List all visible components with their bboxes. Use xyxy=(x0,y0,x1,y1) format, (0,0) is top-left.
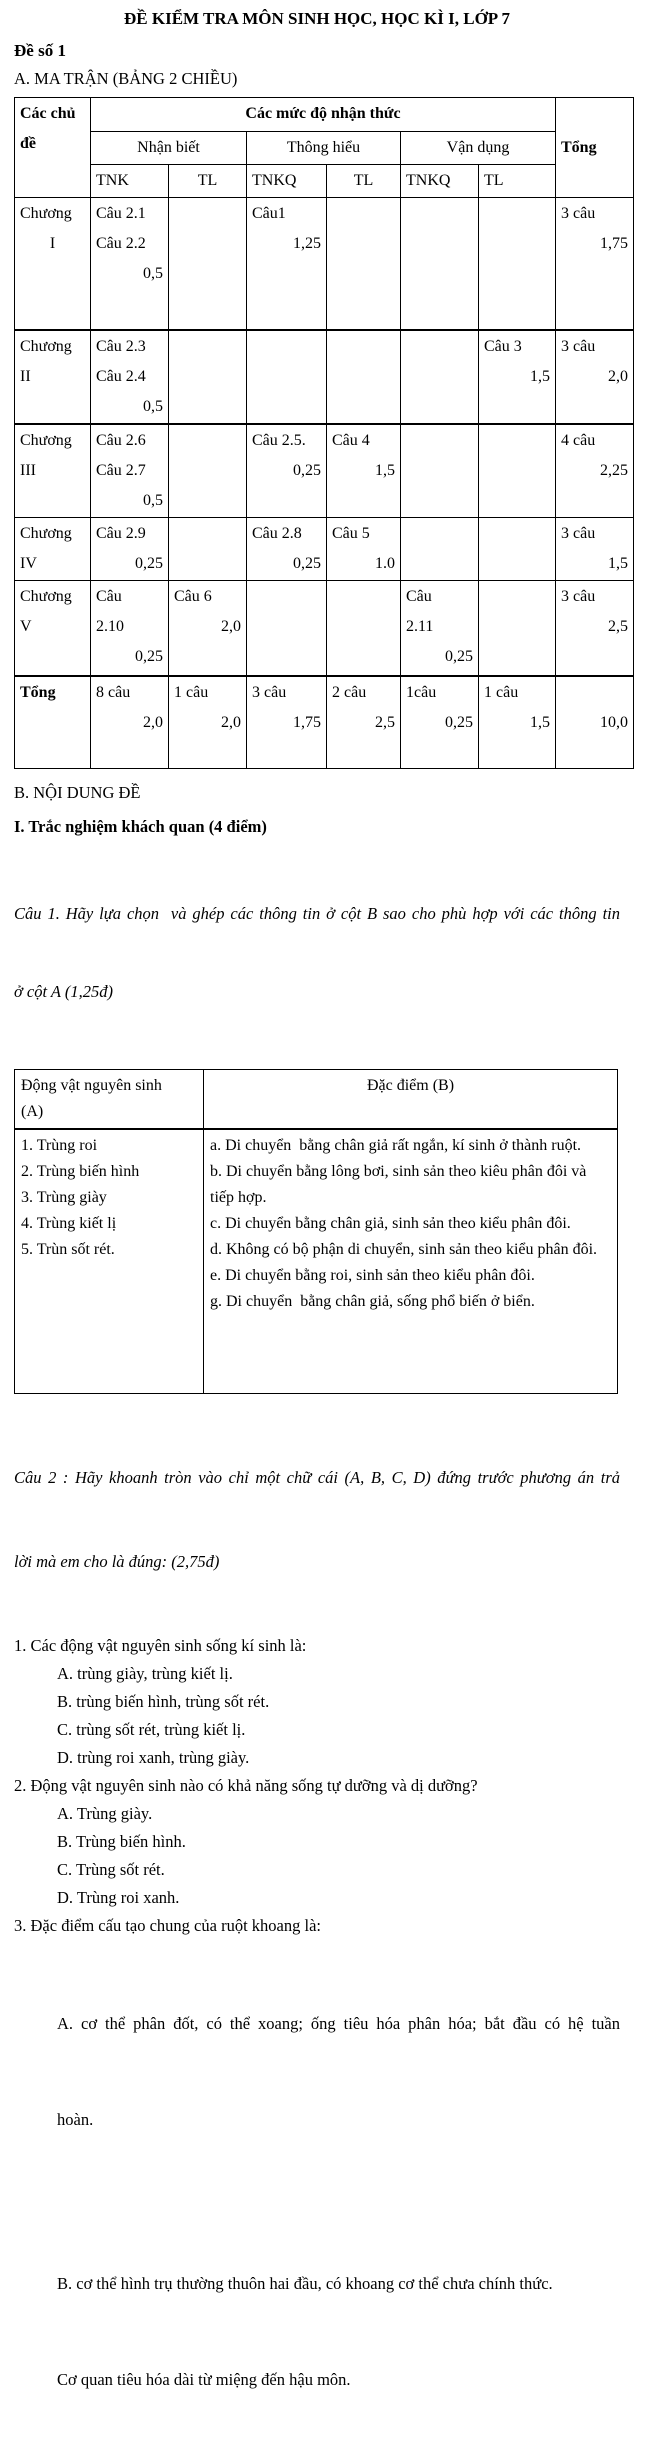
cell-line: V xyxy=(20,617,32,635)
cell-line: 0,5 xyxy=(143,265,163,282)
option-line: B. cơ thể hình trụ thường thuôn hai đầu, có khoang cơ thể chưa chính thức. xyxy=(57,2274,553,2293)
cell-line: Câu 3 xyxy=(484,337,522,355)
matrix-cell xyxy=(556,580,634,676)
matrix-group-header: Nhận biết xyxy=(91,132,247,165)
cell-line: Tổng xyxy=(20,684,56,701)
question-text: 3. Đặc điểm cấu tạo chung của ruột khoang là: xyxy=(14,1916,321,1935)
matrix-group-header: Vận dụng xyxy=(401,132,556,165)
match-item: 5. Trùn sốt rét. xyxy=(21,1240,115,1258)
match-table xyxy=(14,1069,618,1395)
matrix-header-row xyxy=(15,98,634,132)
matrix-cell xyxy=(556,198,634,330)
matrix-cell xyxy=(169,424,247,518)
matrix-table xyxy=(14,97,634,769)
cell-line: Câu xyxy=(406,587,432,605)
matrix-cell xyxy=(247,330,327,424)
matrix-cell xyxy=(91,676,169,768)
cell-line: 10,0 xyxy=(600,714,628,731)
cell-line: 1,25 xyxy=(293,235,321,252)
matrix-type-header: TL xyxy=(327,165,401,198)
cell-line: 1 câu xyxy=(174,684,209,701)
cau1-line: ở cột A (1,25đ) xyxy=(14,981,113,1001)
cau1-line: Câu 1. Hãy lựa chọn và ghép các thông tin ở cột B sao cho phù hợp với các thông tin xyxy=(14,903,620,923)
option-text xyxy=(57,1944,620,2200)
cell-line: 1 câu xyxy=(484,684,519,701)
cell-line: Chương xyxy=(20,587,72,605)
matrix-cell xyxy=(327,424,401,518)
cell-line: 1,5 xyxy=(530,714,550,731)
matrix-type-header: TNKQ xyxy=(401,165,479,198)
cell-line: 2,0 xyxy=(221,617,241,635)
cell-line: III xyxy=(20,461,36,479)
matrix-type-header: TL xyxy=(479,165,556,198)
matrix-levels-header: Các mức độ nhận thức xyxy=(91,98,556,132)
matrix-cell xyxy=(401,330,479,424)
question-text: 1. Các động vật nguyên sinh sống kí sinh là: xyxy=(14,1636,307,1655)
cell-line: 2,5 xyxy=(608,617,628,635)
cell-line: I xyxy=(49,235,56,252)
match-body-row xyxy=(15,1129,618,1394)
cell-line: 2,5 xyxy=(375,714,395,731)
matrix-header-row xyxy=(15,132,634,165)
matrix-cell xyxy=(247,198,327,330)
cell-line: 3 câu xyxy=(561,587,596,605)
matrix-cell xyxy=(247,517,327,580)
match-item: 2. Trùng biến hình xyxy=(21,1162,140,1180)
cell-line: 0,25 xyxy=(445,647,473,665)
question-text: 2. Động vật nguyên sinh nào có khả năng sống tự dưỡng và dị dưỡng? xyxy=(14,1776,478,1795)
cell-line: 2,0 xyxy=(143,714,163,731)
cell-line: Câu 2.2 xyxy=(96,235,146,252)
matrix-cell xyxy=(169,198,247,330)
matrix-cell xyxy=(327,330,401,424)
cell-line: Câu 2.8 xyxy=(252,524,302,542)
matrix-cell xyxy=(401,676,479,768)
matrix-chapter-label xyxy=(15,424,91,518)
match-col-a-cell xyxy=(15,1129,204,1394)
matrix-cell xyxy=(91,424,169,518)
option-line: hoàn. xyxy=(57,2110,94,2129)
cell-line: 3 câu xyxy=(561,205,596,222)
cell-line: 3 câu xyxy=(252,684,287,701)
matrix-cell xyxy=(327,517,401,580)
cau2-line: lời mà em cho là đúng: (2,75đ) xyxy=(14,1552,220,1571)
matrix-cell xyxy=(247,424,327,518)
cell-line: 0,25 xyxy=(135,647,163,665)
option-text: A. trùng giày, trùng kiết lị. xyxy=(57,1664,233,1683)
matrix-chapter-label xyxy=(15,330,91,424)
option-text: A. Trùng giày. xyxy=(57,1804,153,1823)
matrix-cell xyxy=(247,676,327,768)
cell-line: 2,25 xyxy=(600,461,628,479)
matrix-row xyxy=(15,517,634,580)
match-item: e. Di chuyển bằng roi, sinh sản theo kiểu phân đôi. xyxy=(210,1266,535,1284)
cell-line: Câu xyxy=(96,587,122,605)
matrix-cell xyxy=(479,517,556,580)
match-col-b-header: Đặc điểm (B) xyxy=(204,1069,618,1129)
option-line: A. cơ thể phân đốt, có thể xoang; ống tiêu hóa phân hóa; bắt đầu có hệ tuần xyxy=(57,2014,620,2033)
matrix-chapter-label xyxy=(15,580,91,676)
cell-line: 1,5 xyxy=(608,554,628,572)
option-text xyxy=(57,2204,620,2460)
matrix-row xyxy=(15,198,634,330)
match-item: 4. Trùng kiết lị xyxy=(21,1214,117,1232)
option-text: B. Trùng biến hình. xyxy=(57,1832,186,1851)
cell-line: 3 câu xyxy=(561,337,596,355)
matrix-header-row xyxy=(15,165,634,198)
matrix-cell xyxy=(327,580,401,676)
matrix-cell xyxy=(401,424,479,518)
cell-line: Câu 2.4 xyxy=(96,367,146,385)
cell-line: 2.11 xyxy=(406,617,434,635)
option-text: C. Trùng sốt rét. xyxy=(57,1860,165,1879)
cau1-text xyxy=(14,849,620,1057)
option-line: Cơ quan tiêu hóa dài từ miệng đến hậu môn. xyxy=(57,2370,351,2389)
cell-line: 0,5 xyxy=(143,491,163,509)
cell-line: 2,0 xyxy=(608,367,628,385)
cell-line: Động vật nguyên sinh xyxy=(21,1076,162,1094)
matrix-cell xyxy=(556,517,634,580)
cell-line: 0,25 xyxy=(135,554,163,572)
cell-line: Câu 2.7 xyxy=(96,461,146,479)
matrix-cell xyxy=(479,198,556,330)
match-item: c. Di chuyển bằng chân giả, sinh sản theo kiểu phân đôi. xyxy=(210,1214,571,1232)
cell-line: II xyxy=(20,367,31,385)
option-text: B. trùng biến hình, trùng sốt rét. xyxy=(57,1692,270,1711)
cell-line: Câu 6 xyxy=(174,587,212,605)
cell-line: 1,75 xyxy=(293,714,321,731)
matrix-cell xyxy=(91,580,169,676)
cell-line: Câu 2.9 xyxy=(96,524,146,542)
option-text: D. trùng roi xanh, trùng giày. xyxy=(57,1748,250,1767)
matrix-cell xyxy=(247,580,327,676)
cell-line: 0,25 xyxy=(445,714,473,731)
cell-line: Câu 2.5. xyxy=(252,431,306,449)
match-header-row xyxy=(15,1069,618,1129)
matrix-cell xyxy=(479,330,556,424)
matrix-chapter-label xyxy=(15,517,91,580)
cell-line: 1.0 xyxy=(375,554,395,572)
cell-line: Chương xyxy=(20,205,72,222)
cell-line: 0,5 xyxy=(143,397,163,415)
section-i-heading: I. Trắc nghiệm khách quan (4 điểm) xyxy=(14,816,267,836)
cell-line: 1,5 xyxy=(375,461,395,479)
matrix-cell xyxy=(327,676,401,768)
page-title: ĐỀ KIỂM TRA MÔN SINH HỌC, HỌC KÌ I, LỚP 7 xyxy=(123,9,510,28)
match-item: g. Di chuyển bằng chân giả, sống phổ biến ở biển. xyxy=(210,1292,535,1310)
cell-line: 0,25 xyxy=(293,554,321,572)
matrix-cell xyxy=(556,676,634,768)
cell-line: Câu 2.6 xyxy=(96,431,146,449)
match-item: a. Di chuyển bằng chân giả rất ngắn, kí sinh ở thành ruột. xyxy=(210,1136,582,1154)
cell-line: Chương xyxy=(20,524,72,542)
matrix-row xyxy=(15,424,634,518)
matrix-cell xyxy=(169,580,247,676)
matrix-cell xyxy=(401,517,479,580)
matrix-cell xyxy=(556,424,634,518)
cell-line: Câu 2.3 xyxy=(96,337,146,355)
matrix-row xyxy=(15,676,634,768)
cell-line: Chương xyxy=(20,337,72,355)
matrix-cell xyxy=(327,198,401,330)
section-b-heading: B. NỘI DUNG ĐỀ xyxy=(14,782,141,802)
matrix-cell xyxy=(169,330,247,424)
matrix-cell xyxy=(169,517,247,580)
cell-line: Câu 4 xyxy=(332,431,370,449)
matrix-group-header: Thông hiểu xyxy=(247,132,401,165)
match-item: b. Di chuyển bằng lông bơi, sinh sản theo kiêu phân đôi và tiếp hợp. xyxy=(210,1162,591,1206)
cell-line: 1,5 xyxy=(530,367,550,385)
exam-number: Đề số 1 xyxy=(14,41,66,60)
cell-line: Chương xyxy=(20,431,72,449)
matrix-cell xyxy=(401,198,479,330)
cell-line: 2,0 xyxy=(221,714,241,731)
cell-line: Câu1 xyxy=(252,205,286,222)
matrix-cell xyxy=(479,424,556,518)
section-a-heading: A. MA TRẬN (BẢNG 2 CHIỀU) xyxy=(14,69,238,88)
matrix-corner-header: Các chủ đề xyxy=(15,98,91,198)
matrix-cell xyxy=(479,580,556,676)
cell-line: (A) xyxy=(21,1102,44,1120)
matrix-row xyxy=(15,330,634,424)
match-item: 3. Trùng giày xyxy=(21,1188,107,1206)
cell-line: 1,75 xyxy=(600,235,628,252)
cell-line: 3 câu xyxy=(561,524,596,542)
cell-line: 2 câu xyxy=(332,684,367,701)
cell-line: 8 câu xyxy=(96,684,131,701)
matrix-row xyxy=(15,580,634,676)
matrix-total-label xyxy=(15,676,91,768)
match-col-b-cell xyxy=(204,1129,618,1394)
matrix-cell xyxy=(91,330,169,424)
match-col-a-header xyxy=(15,1069,204,1129)
matrix-type-header: TL xyxy=(169,165,247,198)
cau2-line: Câu 2 : Hãy khoanh tròn vào chỉ một chữ cái (A, B, C, D) đứng trước phương án trả xyxy=(14,1468,620,1487)
matrix-cell xyxy=(401,580,479,676)
cell-line: IV xyxy=(20,554,37,572)
matrix-total-header: Tổng xyxy=(556,98,634,198)
matrix-cell xyxy=(479,676,556,768)
matrix-cell xyxy=(169,676,247,768)
matrix-cell xyxy=(91,198,169,330)
match-item: d. Không có bộ phận di chuyển, sinh sản theo kiểu phân đôi. xyxy=(210,1240,598,1258)
cell-line: 0,25 xyxy=(293,461,321,479)
matrix-type-header: TNK xyxy=(91,165,169,198)
cell-line: Câu 5 xyxy=(332,524,370,542)
option-text: C. trùng sốt rét, trùng kiết lị. xyxy=(57,1720,246,1739)
cell-line: 2.10 xyxy=(96,617,124,635)
cau2-text xyxy=(14,1408,620,1632)
matrix-chapter-label xyxy=(15,198,91,330)
cell-line: Câu 2.1 xyxy=(96,205,146,222)
cell-line: 1câu xyxy=(406,684,437,701)
match-item: 1. Trùng roi xyxy=(21,1136,98,1154)
cell-line: 4 câu xyxy=(561,431,596,449)
option-text: D. Trùng roi xanh. xyxy=(57,1888,180,1907)
matrix-cell xyxy=(91,517,169,580)
matrix-type-header: TNKQ xyxy=(247,165,327,198)
matrix-cell xyxy=(556,330,634,424)
